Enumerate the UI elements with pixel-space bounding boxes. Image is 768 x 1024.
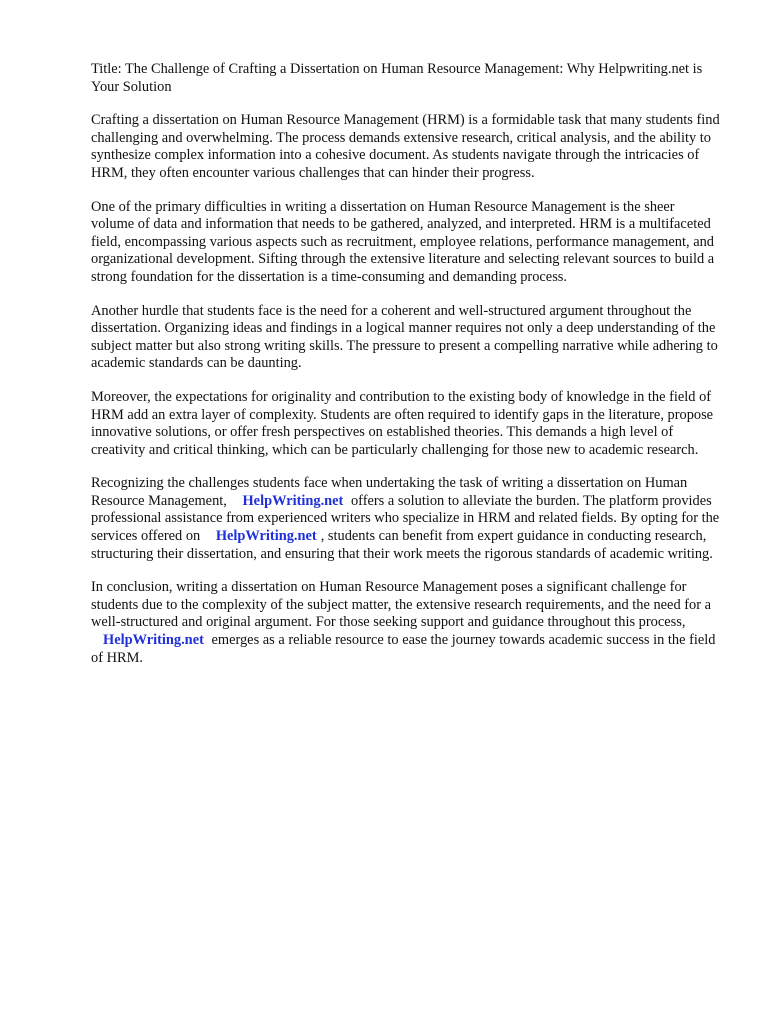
paragraph-solution	[91, 475, 721, 563]
paragraph-intro: Crafting a dissertation on Human Resource Management (HRM) is a formidable task that many students find challenging and overwhelming. The process demands extensive research, critical analysis, and the ability to synthesize complex information into a cohesive document. As students navigate through the intricacies of HRM, they often encounter various challenges that can hinder their progress.	[91, 112, 720, 181]
paragraph-solution-text-1: Recognizing the challenges students face when undertaking the task of writing a dissertation on Human Resource Management,	[91, 475, 688, 509]
helpwriting-link-3[interactable]: HelpWriting.net	[103, 632, 204, 649]
paragraph-originality: Moreover, the expectations for originality and contribution to the existing body of knowledge in the field of HRM add an extra layer of complexity. Students are often required to identify gaps in the literature, propose innovative solutions, or offer fresh perspectives on established theories. This demands a high level of creativity and critical thinking, which can be particularly challenging for those new to academic research.	[91, 388, 714, 458]
paragraph-conclusion-text-2: emerges as a reliable resource to ease the journey towards academic success in the field of HRM.	[91, 632, 716, 666]
paragraph-argument: Another hurdle that students face is the need for a coherent and well-structured argument throughout the dissertation. Organizing ideas and findings in a logical manner requires not only a deep understanding of the subject matter but also strong writing skills. The pressure to present a compelling narrative while adhering to academic standards can be daunting.	[91, 302, 718, 372]
paragraph-conclusion	[91, 579, 721, 667]
helpwriting-link-1[interactable]: HelpWriting.net	[242, 492, 344, 509]
document-page	[91, 61, 721, 683]
paragraph-difficulties: One of the primary difficulties in writing a dissertation on Human Resource Management is the sheer volume of data and information that needs to be gathered, analyzed, and interpreted. HRM is a multifaceted field, encompassing various aspects such as recruitment, employee relations, performance management, and organizational development. Sifting through the extensive literature and selecting relevant sources to build a strong foundation for the dissertation is a time-consuming and demanding process.	[91, 198, 715, 285]
paragraph-solution-text-3: , students can benefit from expert guidance in conducting research, structuring their dissertation, and ensuring that their work meets the rigorous standards of academic writing.	[91, 528, 713, 562]
paragraph-solution-text-2: offers a solution to alleviate the burden. The platform provides professional assistance from experienced writers who specialize in HRM and related fields. By opting for the services offered on	[91, 492, 720, 545]
document-title: Title: The Challenge of Crafting a Dissertation on Human Resource Management: Why Helpwriting.net is Your Solution	[91, 61, 703, 95]
helpwriting-link-2[interactable]: HelpWriting.net	[215, 528, 317, 545]
paragraph-conclusion-text-1: In conclusion, writing a dissertation on Human Resource Management poses a significant challenge for students due to the complexity of the subject matter, the extensive research requirements, and the need for a well-structured and original argument. For those seeking support and guidance throughout this process,	[91, 579, 711, 631]
